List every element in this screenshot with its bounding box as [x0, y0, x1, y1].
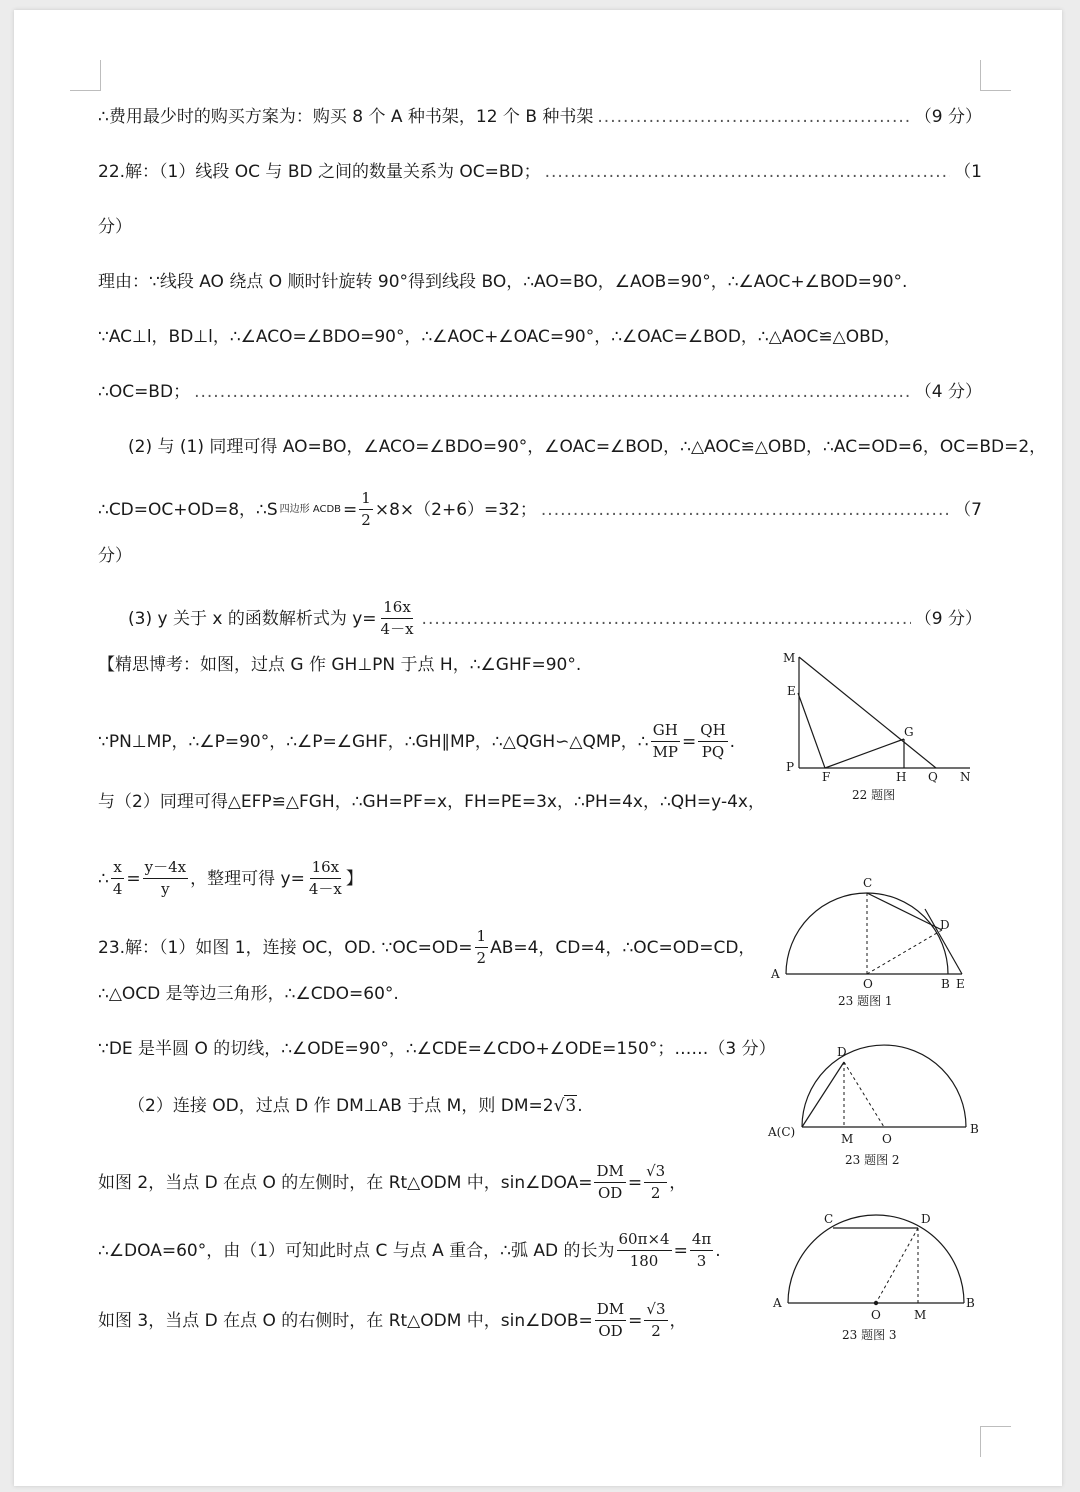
label-m: M [783, 651, 796, 665]
line-post: . [577, 1096, 583, 1116]
fraction-dm-od [594, 1163, 625, 1202]
crop-mark-bottom-right [980, 1426, 1011, 1457]
figure-caption: 23 题图 3 [842, 1328, 897, 1342]
numerator: DM [595, 1301, 626, 1321]
line-22-congruence [98, 326, 982, 348]
fraction-gh-mp [651, 722, 680, 761]
line-post: ， [669, 1310, 687, 1331]
label-d: D [940, 918, 950, 932]
numerator: DM [594, 1163, 625, 1183]
line-think-congruent [98, 791, 780, 813]
sqrt-three: √3 [553, 1096, 577, 1116]
line-purchase-plan [98, 106, 982, 128]
line-pre: （2）连接 OD，过点 D 作 DM⊥AB 于点 M，则 DM=2 [128, 1096, 554, 1116]
numerator: 60π×4 [617, 1231, 672, 1251]
line-pre: ∴ [98, 868, 109, 889]
fraction-function [379, 599, 416, 638]
fraction-sqrt3-2 [644, 1163, 667, 1202]
score-label: （1 [954, 162, 982, 182]
line-pre: ∴CD=OC+OD=8，∴S [98, 499, 278, 520]
line-text: ∴费用最少时的购买方案为：购买 8 个 A 种书架，12 个 B 种书架 [98, 107, 594, 127]
numerator: 1 [359, 490, 373, 510]
figure-caption: 22 题图 [852, 788, 896, 802]
fraction-arc [617, 1231, 672, 1270]
fraction-x-4 [111, 859, 125, 898]
line-22-answer-1 [98, 161, 982, 183]
label-a-c: A(C) [768, 1125, 796, 1139]
line-pre: 如图 2，当点 D 在点 O 的左侧时，在 Rt△ODM 中，sin∠DOA= [98, 1172, 593, 1193]
line-text: 分） [98, 546, 132, 566]
radicand: 3 [565, 1096, 577, 1116]
line-22-score-wrap-2 [98, 545, 982, 567]
label-d: D [921, 1212, 931, 1226]
line-think-similar [98, 722, 780, 761]
line-pre: 23.解：（1）如图 1，连接 OC，OD. ∵OC=OD= [98, 937, 473, 958]
line-22-reason [98, 271, 982, 293]
leader-dots [541, 499, 950, 521]
fraction-dm-od [595, 1301, 626, 1340]
line-mid: ，整理可得 y= [190, 868, 305, 889]
numerator: GH [651, 722, 680, 742]
line-22-area [98, 490, 982, 529]
label-b: B [970, 1122, 979, 1136]
numerator: √3 [644, 1163, 667, 1183]
crop-mark-top-right [980, 60, 1011, 91]
line-post: . [729, 731, 736, 752]
line-23-fig2 [98, 1163, 760, 1202]
line-pre: (3) y 关于 x 的函数解析式为 y= [128, 608, 377, 629]
line-pre: 如图 3，当点 D 在点 O 的右侧时，在 Rt△ODM 中，sin∠DOB= [98, 1310, 593, 1331]
line-post: ， [669, 1172, 687, 1193]
fraction-qh-pq [698, 722, 727, 761]
figure-22 [770, 645, 980, 810]
line-post: ×8×（2+6）=32； [374, 499, 537, 520]
denominator: 3 [696, 1252, 707, 1270]
label-o: O [882, 1132, 892, 1146]
denominator: OD [597, 1184, 623, 1202]
numerator: y－4x [143, 859, 188, 879]
score-label: （9 分） [914, 107, 982, 127]
line-post: . [715, 1240, 721, 1261]
line-text: ∵AC⊥l，BD⊥l，∴∠ACO=∠BDO=90°，∴∠AOC+∠OAC=90°，∴∠OAC=∠BOD，∴△AOC≌△OBD， [98, 327, 901, 347]
leader-dots [194, 381, 911, 403]
denominator: 4 [112, 880, 123, 898]
line-23-equilateral [98, 983, 760, 1005]
figure-caption: 23 题图 2 [845, 1153, 900, 1167]
score-label: （9 分） [914, 608, 982, 629]
label-m: M [841, 1132, 854, 1146]
line-22-part2 [128, 436, 1047, 458]
line-pre: ∵PN⊥MP，∴∠P=90°，∴∠P=∠GHF，∴GH∥MP，∴△QGH∽△QMP，∴ [98, 731, 649, 752]
denominator: PQ [701, 743, 725, 761]
leader-dots [422, 608, 911, 630]
line-post: 】 [345, 868, 363, 889]
label-a: A [771, 967, 780, 981]
fraction-function-2 [307, 859, 344, 898]
line-23-part2 [128, 1095, 760, 1117]
label-c: C [824, 1212, 834, 1226]
label-a: A [773, 1296, 782, 1310]
leader-dots [597, 106, 910, 128]
line-22-score-wrap [98, 216, 982, 238]
score-label: （7 [954, 499, 982, 520]
equals-sign: = [627, 1172, 643, 1193]
numerator: 16x [310, 859, 342, 879]
line-23-fig3 [98, 1301, 760, 1340]
line-text: ∴OC=BD； [98, 382, 191, 402]
line-text: 与（2）同理可得△EFP≌△FGH，∴GH=PF=x，FH=PE=3x，∴PH=4x，∴QH=y-4x， [98, 792, 765, 812]
label-o: O [863, 977, 873, 991]
score-label: （4 分） [914, 382, 982, 402]
line-23-part1 [98, 928, 760, 967]
center-point-o [874, 1301, 878, 1305]
denominator: MP [652, 743, 679, 761]
line-text: 【精思博考：如图，过点 G 作 GH⊥PN 于点 H，∴∠GHF=90°. [98, 655, 582, 675]
area-subscript: 四边形 ACDB [279, 503, 342, 515]
denominator: 2 [650, 1184, 661, 1202]
line-text: 理由：∵线段 AO 绕点 O 顺时针旋转 90°得到线段 BO，∴AO=BO，∠AOB=90°，∴∠AOC+∠BOD=90°. [98, 272, 908, 292]
line-22-part3 [128, 599, 982, 638]
label-h: H [896, 770, 907, 784]
label-b: B [941, 977, 950, 991]
line-text: 22.解：（1）线段 OC 与 BD 之间的数量关系为 OC=BD； [98, 162, 541, 182]
equals-sign: = [682, 731, 697, 752]
label-f: F [822, 770, 831, 784]
label-q: Q [928, 770, 938, 784]
figure-23-2 [765, 1040, 980, 1170]
leader-dots [545, 161, 951, 183]
line-22-oc-bd [98, 381, 982, 403]
line-23-arc [98, 1231, 760, 1270]
label-c: C [863, 876, 873, 890]
label-m: M [914, 1308, 927, 1322]
equals-sign: = [628, 1310, 643, 1331]
line-23-tangent [98, 1038, 776, 1060]
denominator: 2 [476, 949, 487, 967]
figure-23-3 [770, 1205, 980, 1345]
label-n: N [960, 770, 971, 784]
figure-23-1 [770, 872, 980, 1012]
line-text: ∵DE 是半圆 O 的切线，∴∠ODE=90°，∴∠CDE=∠CDO+∠ODE=150°；……（3 分） [98, 1039, 776, 1059]
line-think-intro [98, 654, 780, 676]
numerator: x [111, 859, 123, 879]
fraction-half [359, 490, 373, 529]
denominator: 180 [629, 1252, 659, 1270]
label-p: P [786, 760, 795, 774]
denominator: 4－x [380, 620, 414, 638]
label-e: E [956, 977, 965, 991]
label-o: O [871, 1308, 881, 1322]
label-d: D [837, 1045, 847, 1059]
fraction-y-4x [143, 859, 188, 898]
equals-sign: = [126, 868, 141, 889]
line-post: AB=4，CD=4，∴OC=OD=CD， [490, 937, 756, 958]
line-think-result [98, 859, 780, 898]
fraction-sqrt3-2 [644, 1301, 667, 1340]
crop-mark-top-left [70, 60, 101, 91]
line-text: (2) 与 (1) 同理可得 AO=BO，∠ACO=∠BDO=90°，∠OAC=∠BOD，∴△AOC≌△OBD，∴AC=OD=6，OC=BD=2， [128, 437, 1047, 457]
equals-sign: = [673, 1240, 688, 1261]
denominator: 2 [651, 1322, 661, 1340]
numerator: QH [698, 722, 727, 742]
fraction-half [475, 928, 489, 967]
label-g: G [904, 725, 914, 739]
figure-caption: 23 题图 1 [838, 994, 893, 1008]
label-e: E [787, 684, 796, 698]
line-text: ∴△OCD 是等边三角形，∴∠CDO=60°. [98, 984, 399, 1004]
numerator: 16x [381, 599, 413, 619]
fraction-4pi-3 [690, 1231, 713, 1270]
line-pre: ∴∠DOA=60°，由（1）可知此时点 C 与点 A 重合，∴弧 AD 的长为 [98, 1240, 615, 1261]
denominator: 2 [361, 511, 371, 529]
numerator: 4π [690, 1231, 713, 1251]
denominator: OD [598, 1322, 623, 1340]
numerator: √3 [644, 1301, 667, 1321]
denominator: 4－x [308, 880, 342, 898]
label-b: B [966, 1296, 975, 1310]
numerator: 1 [475, 928, 489, 948]
equals-sign: = [343, 499, 358, 520]
line-text: 分） [98, 217, 132, 237]
denominator: y [161, 880, 170, 898]
